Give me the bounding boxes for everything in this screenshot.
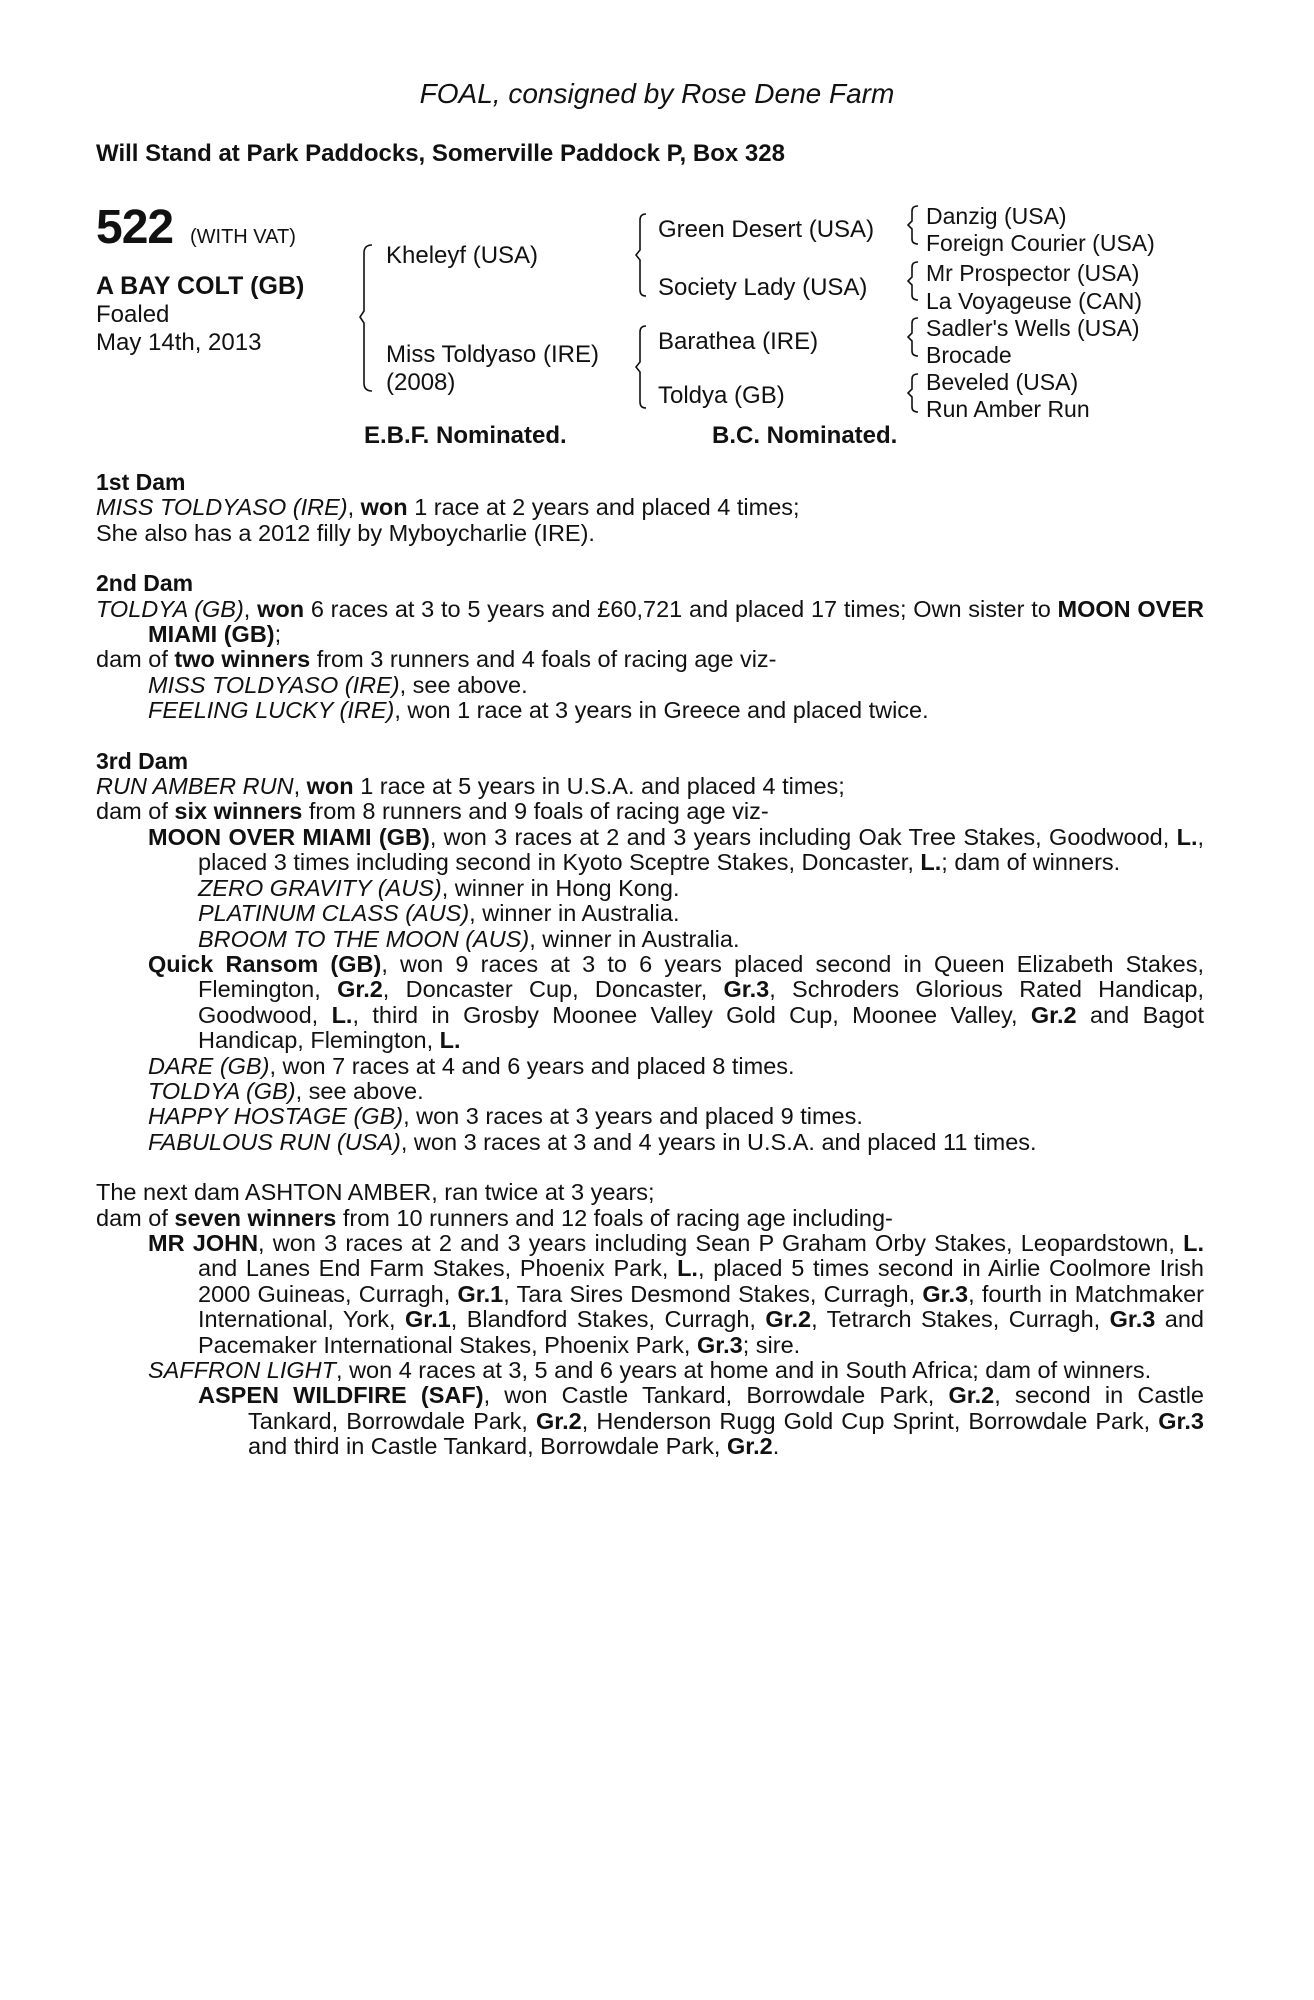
pedigree-g3-name: Sadler's Wells (USA): [926, 315, 1140, 341]
pedigree-sire-dam: Society Lady (USA): [658, 274, 868, 301]
pedigree-g3-name: Run Amber Run: [926, 396, 1090, 422]
third-dam-record: RUN AMBER RUN, won 1 race at 5 years in U.S.A. and placed 4 times;: [96, 773, 845, 800]
pedigree-g3-name: Brocade: [926, 342, 1012, 368]
foaled-label: Foaled: [96, 301, 170, 328]
first-dam-record: MISS TOLDYASO (IRE), won 1 race at 2 years and placed 4 times;: [96, 494, 800, 521]
pedigree-g3-name: Foreign Courier (USA): [926, 230, 1155, 256]
pedigree-dam-sire: Barathea (IRE): [658, 328, 819, 355]
list-item: BROOM TO THE MOON (AUS), winner in Australia.: [198, 925, 740, 952]
pedigree-bracket-g3-2: [908, 262, 924, 302]
first-dam-note: She also has a 2012 filly by Myboycharlie (IRE).: [96, 519, 595, 546]
pedigree-dam: Miss Toldyaso (IRE): [386, 341, 599, 368]
first-dam-heading: 1st Dam: [96, 469, 186, 495]
third-dam-produce: dam of six winners from 8 runners and 9 foals of racing age viz-: [96, 798, 769, 825]
pedigree-bracket-sire: [636, 214, 656, 298]
list-item: TOLDYA (GB), see above.: [148, 1077, 424, 1104]
pedigree-bracket-main: [360, 245, 380, 395]
third-dam-heading: 3rd Dam: [96, 747, 189, 774]
pedigree-g3-name: La Voyageuse (CAN): [926, 288, 1143, 314]
pedigree-bracket-g3-4: [908, 374, 924, 414]
list-item: SAFFRON LIGHT, won 4 races at 3, 5 and 6 years at home and in South Africa; dam of winners.: [148, 1357, 1152, 1383]
second-dam-heading: 2nd Dam: [96, 570, 194, 597]
stand-location: Will Stand at Park Paddocks, Somerville Paddock P, Box 328: [96, 140, 785, 167]
catalogue-body: [96, 470, 1204, 1460]
consignment-line: FOAL, consigned by Rose Dene Farm: [419, 78, 895, 109]
pedigree-dam-dam: Toldya (GB): [658, 382, 785, 409]
pedigree-bracket-g3-3: [908, 318, 924, 358]
list-item: PLATINUM CLASS (AUS), winner in Australia.: [198, 900, 680, 927]
ebf-nominated: E.B.F. Nominated.: [364, 422, 567, 449]
pedigree-g3-name: Mr Prospector (USA): [926, 260, 1140, 286]
next-dam-line: The next dam ASHTON AMBER, ran twice at 3 years;: [96, 1179, 655, 1206]
foaled-date: May 14th, 2013: [96, 329, 262, 356]
pedigree-dam-year: (2008): [386, 369, 456, 396]
pedigree-bracket-g3-1: [908, 206, 924, 246]
lot-number: 522: [96, 201, 174, 254]
pedigree-g3-name: Beveled (USA): [926, 369, 1079, 395]
list-item: DARE (GB), won 7 races at 4 and 6 years and placed 8 times.: [148, 1052, 795, 1079]
list-item: Quick Ransom (GB), won 9 races at 3 to 6 years placed second in Queen Elizabeth Stakes, Flemington, Gr.2, Doncaster Cup, Doncaster, Gr.3, Schroders Glorious Rated Handicap, Goodwood, L., third in Grosby Moonee Valley Gold Cup, Moonee Valley, Gr.2 and Bagot Handicap, Flemington, L.: [148, 950, 1204, 1054]
pedigree-g3-name: Danzig (USA): [926, 203, 1067, 229]
pedigree-sire-sire: Green Desert (USA): [658, 216, 875, 243]
vat-note: (WITH VAT): [190, 226, 296, 248]
next-dam-produce: dam of seven winners from 10 runners and 12 foals of racing age including-: [96, 1204, 893, 1231]
lot-name: A BAY COLT (GB): [96, 272, 305, 300]
list-item: MR JOHN, won 3 races at 2 and 3 years including Sean P Graham Orby Stakes, Leopardstown, L. and Lanes End Farm Stakes, Phoenix Park, L., placed 5 times second in Airlie Coolmore Irish 2000 Guineas, Curragh, Gr.1, Tara Sires Desmond Stakes, Curragh, Gr.3, fourth in Matchmaker International, York, Gr.1, Blandford Stakes, Curragh, Gr.2, Tetrarch Stakes, Curragh, Gr.3 and Pacemaker International Stakes, Phoenix Park, Gr.3; sire.: [148, 1229, 1204, 1358]
list-item: FEELING LUCKY (IRE), won 1 race at 3 years in Greece and placed twice.: [148, 697, 929, 724]
list-item: MOON OVER MIAMI (GB), won 3 races at 2 and 3 years including Oak Tree Stakes, Goodwood, L., placed 3 times including second in Kyoto Sceptre Stakes, Doncaster, L.; dam of winners.: [148, 823, 1205, 876]
list-item: ZERO GRAVITY (AUS), winner in Hong Kong.: [198, 874, 680, 901]
list-item: ASPEN WILDFIRE (SAF), won Castle Tankard, Borrowdale Park, Gr.2, second in Castle Tankard, Borrowdale Park, Gr.2, Henderson Rugg Gold Cup Sprint, Borrowdale Park, Gr.3 and third in Castle Tankard, Borrowdale Park, Gr.2.: [198, 1382, 1204, 1460]
second-dam-produce: dam of two winners from 3 runners and 4 foals of racing age viz-: [96, 646, 777, 673]
pedigree-bracket-dam: [636, 326, 656, 410]
list-item: FABULOUS RUN (USA), won 3 races at 3 and 4 years in U.S.A. and placed 11 times.: [148, 1128, 1037, 1155]
pedigree-sire: Kheleyf (USA): [386, 242, 539, 269]
bc-nominated: B.C. Nominated.: [712, 422, 898, 449]
list-item: MISS TOLDYASO (IRE), see above.: [148, 671, 528, 698]
second-dam-record: TOLDYA (GB), won 6 races at 3 to 5 years and £60,721 and placed 17 times; Own sister to MOON OVER MIAMI (GB);: [96, 595, 1204, 648]
list-item: HAPPY HOSTAGE (GB), won 3 races at 3 years and placed 9 times.: [148, 1103, 863, 1130]
